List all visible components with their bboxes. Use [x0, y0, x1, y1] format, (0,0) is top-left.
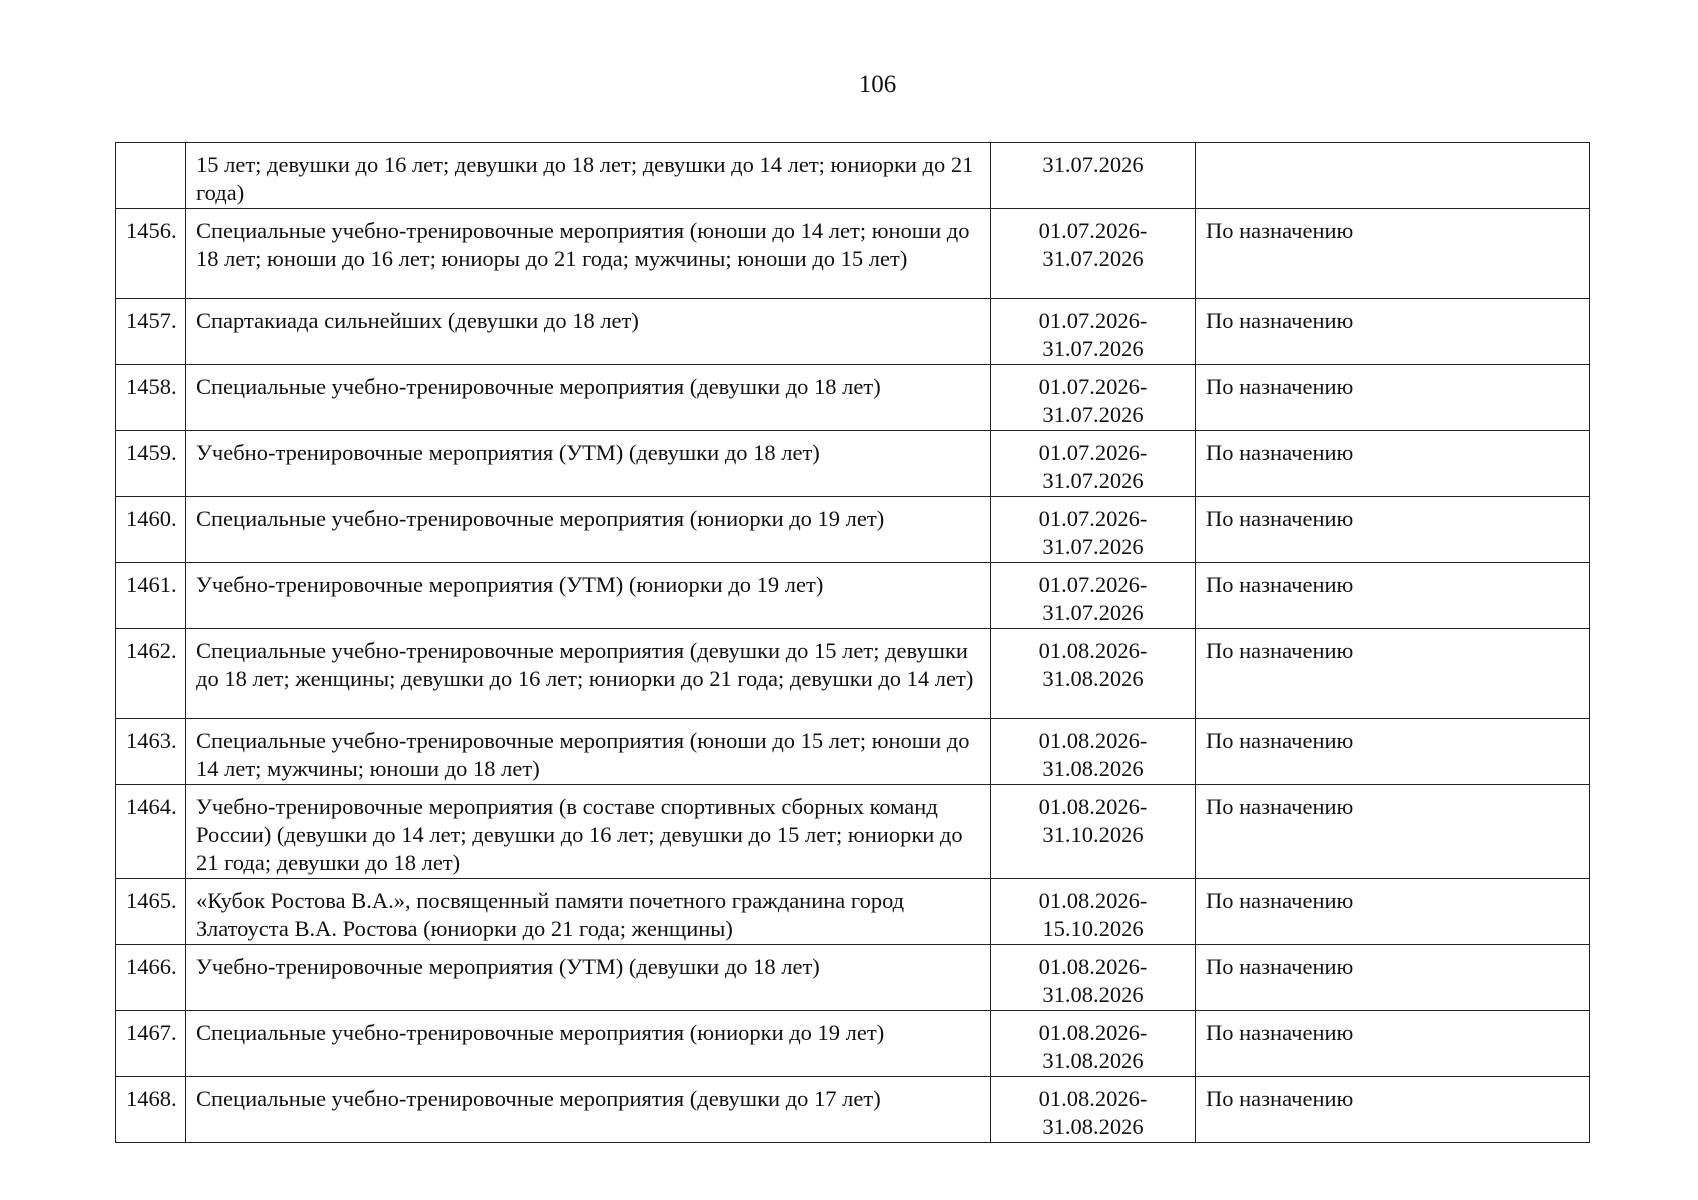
event-name: «Кубок Ростова В.А.», посвященный памяти почетного гражданина город Златоуста В.А. Ростова (юниорки до 21 года; женщины): [186, 879, 991, 945]
table-row: [116, 1077, 1590, 1143]
table-row: [116, 719, 1590, 785]
table-row: [116, 143, 1590, 209]
event-name: Специальные учебно-тренировочные мероприятия (юноши до 15 лет; юноши до 14 лет; мужчины; юноши до 18 лет): [186, 719, 991, 785]
row-number: 1465.: [116, 879, 186, 945]
row-number: 1456.: [116, 209, 186, 299]
row-number: 1460.: [116, 497, 186, 563]
event-name: Специальные учебно-тренировочные мероприятия (девушки до 17 лет): [186, 1077, 991, 1143]
event-dates: 01.08.2026-31.08.2026: [991, 1077, 1196, 1143]
event-name: Учебно-тренировочные мероприятия (УТМ) (девушки до 18 лет): [186, 431, 991, 497]
table-row: [116, 299, 1590, 365]
event-dates: 01.08.2026-31.08.2026: [991, 719, 1196, 785]
event-name: Специальные учебно-тренировочные мероприятия (юниорки до 19 лет): [186, 1011, 991, 1077]
event-place: По назначению: [1196, 209, 1590, 299]
event-name: Специальные учебно-тренировочные мероприятия (девушки до 15 лет; девушки до 18 лет; женщины; девушки до 16 лет; юниорки до 21 года; девушки до 14 лет): [186, 629, 991, 719]
event-name: Спартакиада сильнейших (девушки до 18 лет): [186, 299, 991, 365]
table-row: [116, 879, 1590, 945]
row-number: 1459.: [116, 431, 186, 497]
event-place: По назначению: [1196, 1077, 1590, 1143]
event-place: По назначению: [1196, 299, 1590, 365]
event-place: По назначению: [1196, 785, 1590, 879]
table-row: [116, 365, 1590, 431]
table-row: [116, 785, 1590, 879]
row-number: 1462.: [116, 629, 186, 719]
event-place: По назначению: [1196, 629, 1590, 719]
event-place: [1196, 143, 1590, 209]
event-place: По назначению: [1196, 563, 1590, 629]
event-dates: 01.07.2026-31.07.2026: [991, 365, 1196, 431]
row-number: 1468.: [116, 1077, 186, 1143]
event-dates: 01.08.2026-31.08.2026: [991, 945, 1196, 1011]
event-name: Учебно-тренировочные мероприятия (в составе спортивных сборных команд России) (девушки до 14 лет; девушки до 16 лет; девушки до 15 лет; юниорки до 21 года; девушки до 18 лет): [186, 785, 991, 879]
table-row: [116, 431, 1590, 497]
event-place: По назначению: [1196, 719, 1590, 785]
event-name: Учебно-тренировочные мероприятия (УТМ) (девушки до 18 лет): [186, 945, 991, 1011]
row-number: [116, 143, 186, 209]
event-name: Специальные учебно-тренировочные мероприятия (девушки до 18 лет): [186, 365, 991, 431]
event-name: Специальные учебно-тренировочные мероприятия (юниорки до 19 лет): [186, 497, 991, 563]
event-place: По назначению: [1196, 1011, 1590, 1077]
event-name: Учебно-тренировочные мероприятия (УТМ) (юниорки до 19 лет): [186, 563, 991, 629]
event-dates: 31.07.2026: [991, 143, 1196, 209]
event-place: По назначению: [1196, 365, 1590, 431]
row-number: 1463.: [116, 719, 186, 785]
table-row: [116, 209, 1590, 299]
events-table: [115, 142, 1590, 1143]
row-number: 1467.: [116, 1011, 186, 1077]
event-dates: 01.07.2026-31.07.2026: [991, 431, 1196, 497]
event-place: По назначению: [1196, 431, 1590, 497]
event-dates: 01.07.2026-31.07.2026: [991, 497, 1196, 563]
table-row: [116, 497, 1590, 563]
event-name: Специальные учебно-тренировочные мероприятия (юноши до 14 лет; юноши до 18 лет; юноши до 16 лет; юниоры до 21 года; мужчины; юноши до 15 лет): [186, 209, 991, 299]
table-row: [116, 1011, 1590, 1077]
event-dates: 01.08.2026-31.08.2026: [991, 1011, 1196, 1077]
event-place: По назначению: [1196, 945, 1590, 1011]
event-name: 15 лет; девушки до 16 лет; девушки до 18 лет; девушки до 14 лет; юниорки до 21 года): [186, 143, 991, 209]
events-table-body: [116, 143, 1590, 1143]
table-row: [116, 629, 1590, 719]
event-dates: 01.08.2026-31.10.2026: [991, 785, 1196, 879]
row-number: 1457.: [116, 299, 186, 365]
row-number: 1466.: [116, 945, 186, 1011]
row-number: 1458.: [116, 365, 186, 431]
event-place: По назначению: [1196, 497, 1590, 563]
event-place: По назначению: [1196, 879, 1590, 945]
row-number: 1461.: [116, 563, 186, 629]
event-dates: 01.08.2026-31.08.2026: [991, 629, 1196, 719]
table-row: [116, 945, 1590, 1011]
event-dates: 01.07.2026-31.07.2026: [991, 209, 1196, 299]
event-dates: 01.07.2026-31.07.2026: [991, 563, 1196, 629]
page-number: 106: [858, 71, 897, 98]
event-dates: 01.07.2026-31.07.2026: [991, 299, 1196, 365]
table-row: [116, 563, 1590, 629]
event-dates: 01.08.2026-15.10.2026: [991, 879, 1196, 945]
row-number: 1464.: [116, 785, 186, 879]
